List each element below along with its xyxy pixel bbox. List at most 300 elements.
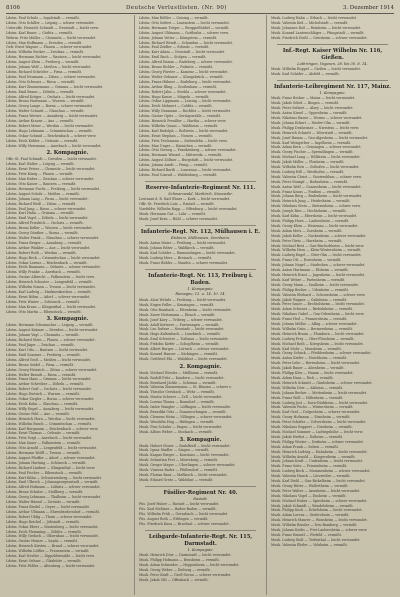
casualty-entry: Musk. Johann Becker — Mettenheim — leicht verwundet. bbox=[271, 390, 368, 395]
casualty-entry: Ldstm. Hugo Dietrich — Wurzen — vermißt. bbox=[6, 392, 80, 397]
casualty-entry: Musk. Leo Dufner — Neustadt — leicht verwundet. bbox=[139, 327, 225, 332]
casualty-entry: Ldstm. Richard Weiß — Zittau — vermißt. bbox=[6, 201, 77, 206]
casualty-entry: Musk. Jakob Schmidt — Wendelsheim — vermißt. bbox=[271, 503, 354, 508]
casualty-entry: Musk. Konrad Lautenschläger — Pfungstadt — vermißt. bbox=[271, 30, 365, 35]
casualty-entry: Musk. Isidor Wangler — Löffingen — leicht verwundet. bbox=[139, 405, 231, 410]
casualty-entry: Musk. Heinrich Maurer — Wonsheim — leicht verwundet. bbox=[271, 518, 368, 523]
casualty-entry: Ldstm. Hugo Beck — Crimmitschau — leicht verwundet. bbox=[6, 255, 101, 260]
casualty-entry: Musk. Georg Schuck — Pfeddersheim — schwer verwundet. bbox=[271, 351, 372, 356]
casualty-entry: Ldstm. Walter Schmitt — Glauchau — vermißt. bbox=[6, 109, 85, 114]
casualty-entry: Ldstm. Georg Lange — Borna — schwer verwundet. bbox=[6, 104, 93, 109]
casualty-entry: Musk. Clemens Heim — Villingen — schwer verwundet. bbox=[139, 414, 233, 419]
casualty-entry: Musk. Adam Schwarz — Biebelnheim — vermißt. bbox=[271, 307, 354, 312]
casualty-entry: Ldstm. Fritz König — Plauen — vermißt. bbox=[6, 172, 74, 177]
casualty-entry: Musk. Hugo Kaltenbach — Lenzkirch — vermißt. bbox=[139, 332, 221, 337]
casualty-entry: Ldstm. Paul Jung — Riesa — schwer verwundet. bbox=[6, 206, 87, 211]
casualty-entry: Musk. Adolf Ketterer — Furtwangen — vermißt. bbox=[139, 322, 220, 327]
casualty-entry: Ldstm. Ernst Oehme — Glashütte — vermißt. bbox=[6, 558, 82, 563]
casualty-entry: Ldstm. Walter Hänsel — Zwönitz — vermißt. bbox=[6, 500, 81, 505]
casualty-entry: Ldstm. Karl Bergmann — Reichenbach — schwer verw. bbox=[6, 426, 99, 431]
casualty-entry: Musk. Nikolaus Stein — Bretzenheim — schwer verw. bbox=[271, 204, 361, 209]
casualty-entry: Musk. Valentin Ehrler — Volxheim — vermißt. bbox=[271, 542, 348, 547]
casualty-entry: Musk. Adam Frank — Selzen — vermißt. bbox=[271, 444, 339, 449]
casualty-entry: Musk. Franz Becker — Mainz — leicht verwundet. bbox=[271, 96, 356, 101]
casualty-entry: Musk. Franz Kraus — Finthen — vermißt. bbox=[271, 189, 341, 194]
casualty-entry: Musk. Ludwig Hahn — Erbach — leicht verwundet. bbox=[271, 16, 357, 20]
casualty-entry: Ldstm. Max Unger — Hainichen — vermißt. bbox=[139, 143, 213, 148]
casualty-entry: Ldstm. Heinrich Preußler — Hartha — schwer verw. bbox=[139, 119, 227, 124]
casualty-entry: Musk. Heinrich Ernst — Jugenheim — leicht verwundet. bbox=[271, 272, 366, 277]
casualty-entry: Ldstm. Max Huber — Zwickau — schwer verwundet. bbox=[6, 177, 95, 182]
casualty-entry: Ldstm. Alfred Friedrich — Oschatz — vermißt. bbox=[6, 221, 84, 226]
casualty-entry: Ldstm. Hermann Wolff — Treuen — vermißt. bbox=[6, 451, 81, 456]
casualty-entry: Ldstm. Oskar Ziegler — Borna — schwer verwundet. bbox=[6, 397, 95, 402]
casualty-entry: Musk. Peter Kraft — Groß-Gerau — schwer verwundet. bbox=[139, 572, 232, 577]
casualty-entry: Ldstm. Otto Martin — Eibenstock — vermißt. bbox=[6, 309, 82, 314]
casualty-entry: Musk. Michael Huber — Spiesheim — schwer verwundet. bbox=[271, 498, 368, 503]
casualty-entry: Musk. Valentin Ehrhard — Schornsheim — schwer verw. bbox=[271, 292, 366, 297]
casualty-entry: Musk. Karl Kühn — Ebersheim — leicht verwundet. bbox=[271, 214, 358, 219]
casualty-entry: Musk. Nikolaus Vogel — Ensheim — vermißt. bbox=[271, 493, 347, 498]
casualty-entry: Offz.-St. Paul Schmidt — Dresden — leicht verwundet. bbox=[6, 157, 97, 162]
casualty-entry: Ldstm. Kurt Otto — Bautzen — leicht verwundet. bbox=[6, 348, 89, 352]
casualty-entry: Musk. Georg Mann — Saulheim — leicht verwundet. bbox=[271, 282, 359, 287]
casualty-entry: Ldstm. Robert Graf — Oschatz — leicht verwundet. bbox=[6, 387, 92, 392]
casualty-entry: Ldstm. Oskar Schmid — Reichenbach — schwer verw. bbox=[6, 133, 97, 138]
casualty-entry: Ldstm. Kurt Adam — Neustadt — leicht verwundet. bbox=[139, 50, 226, 55]
casualty-entry: Ldstm. Wilhelm Löffler — Frauenstein — vermißt. bbox=[6, 549, 90, 554]
casualty-entry: Musk. Ludwig Frey — Ober-Flörsheim — vermißt. bbox=[271, 336, 355, 341]
casualty-entry: Ldstm. Arthur Ullmann — Ehrenfriedersdorf — vermißt. bbox=[6, 509, 101, 514]
casualty-entry: Leutnant d. R. Karl Ebner — Kork — leicht verwundet. bbox=[139, 197, 231, 202]
casualty-entry: Musk. Nikolaus Bauer — Worms — schwer verwundet. bbox=[271, 115, 363, 120]
casualty-entry: Füs. Wilhelm Früh — Gernsbach — leicht verwundet. bbox=[139, 512, 229, 517]
casualty-entry: Musk. Michael Roth — Kriegsheim — leicht verwundet. bbox=[271, 341, 364, 346]
casualty-entry: Ldstm. Heinrich Schuster — Lengenfeld — vermißt. bbox=[6, 280, 93, 285]
casualty-entry: Ldstm. Wilhelm Becker — Zwickau — vermißt. bbox=[6, 50, 85, 55]
casualty-entry: Ldstm. Walter Brandt — Riesa — vermißt. bbox=[6, 372, 77, 377]
casualty-entry: Musk. Valentin Zimmermann — St. Blasien — schwer v. bbox=[139, 385, 232, 390]
casualty-entry: Musk. Johann Berg — Budenheim — leicht verwundet. bbox=[271, 194, 363, 199]
casualty-entry: Ldstm. Oskar Lorenz — Reichenbach — vermißt. bbox=[6, 260, 88, 265]
casualty-entry: Ldstm. Hugo Lehmann — Crimmitschau — vermißt. bbox=[6, 128, 93, 133]
section-heading: Leibgarde-Infanterie-Regt. Nr. 115, Darmstadt. bbox=[148, 533, 253, 547]
casualty-entry: Ldstm. Hermann Richter — Bautzen — leicht verwundet. bbox=[6, 55, 102, 60]
casualty-entry: Füs. August Roth — Ettlingen — vermißt. bbox=[139, 517, 209, 521]
casualty-entry: Musk. Karl Mohr — Monsheim — vermißt. bbox=[271, 346, 342, 351]
casualty-entry: Musk. Alois Wehrle — Freiburg — leicht verwundet. bbox=[139, 297, 227, 302]
casualty-entry: Ldstm. Bruno Schulze — Stollberg — vermißt. bbox=[6, 490, 84, 495]
casualty-entry: Musk. Theodor Gersbach — Wehr — vermißt. bbox=[139, 390, 215, 395]
casualty-entry: Ldstm. Gustav Pohl — Aue — vermißt. bbox=[6, 411, 70, 416]
casualty-entry: Ldstm. Richard Schröder — Pirna — vermißt. bbox=[6, 69, 83, 74]
casualty-entry: Ldstm. Ernst Böhm — Adorf — schwer verwundet. bbox=[6, 294, 91, 299]
casualty-entry: Ldstm. Willy Franke — Auerbach — vermißt. bbox=[6, 270, 81, 275]
casualty-entry: Musk. Karl Weber — Partenheim — vermißt. bbox=[271, 277, 346, 282]
casualty-entry: Musk. Nikolaus Gabel — Gau-Odernheim — leicht verw. bbox=[271, 312, 365, 317]
section-divider bbox=[277, 80, 388, 81]
casualty-entry: Musk. Georg Weber — Dieburg — vermißt. bbox=[139, 568, 211, 573]
casualty-entry: Ldstm. Arthur Winkler — Aue — leicht verwundet. bbox=[6, 245, 91, 250]
section-subheading: 1. Kompagnie. bbox=[187, 547, 214, 552]
casualty-entry: Musk. Eduard Gretz — Waldshut — vermißt. bbox=[139, 477, 214, 482]
text-column-1 bbox=[6, 16, 129, 594]
casualty-entry: Musk. Ludwig Hill — Westhofen — vermißt. bbox=[271, 169, 345, 174]
casualty-entry: Musk. Philipp Horn — Laubenheim — vermißt. bbox=[271, 219, 350, 223]
casualty-entry: Musk. Johann Eckert — Nieder-Olm — vermißt. bbox=[271, 120, 351, 125]
casualty-entry: Musk. Konrad Hauser — Säckingen — vermißt. bbox=[139, 351, 219, 356]
casualty-entry: Ldstm. Johann Lang — Pirna — leicht verwundet. bbox=[6, 196, 89, 201]
casualty-entry: Musk. Franz Seitz — Friesenheim — vermißt. bbox=[271, 464, 348, 469]
casualty-entry: Musk. Vinzenz Bader — Pfullendorf — vermißt. bbox=[139, 468, 218, 473]
casualty-entry: Ldstm. Richard Stein — Plauen — schwer verwundet. bbox=[6, 338, 96, 343]
casualty-entry: Ldstm. Otto Kaiser — Bautzen — vermißt. bbox=[6, 182, 77, 186]
section-heading: Infanterie-Regt. Nr. 112, Mülhausen i. E. bbox=[140, 228, 261, 235]
casualty-entry: Ldstm. August Pfeiffer — Adorf — schwer verwundet. bbox=[6, 455, 96, 460]
casualty-entry: Musk. Heinrich Braun — Flomborn — leicht verwundet. bbox=[271, 331, 365, 336]
casualty-entry: Ldstm. Gustav Albrecht — Falkenstein — leicht verw. bbox=[6, 275, 95, 280]
casualty-entry: Musk. Franz Bühler — Staufen — schwer verwundet. bbox=[139, 261, 228, 266]
casualty-entry: Ldstm. Fritz Päßler — Altenberg — leicht verwundet. bbox=[6, 563, 96, 568]
casualty-entry: Musk. Alfons Weber — Stockach — vermißt. bbox=[139, 429, 213, 434]
casualty-entry: Musk. Benedikt Götz — Donaueschingen — vermißt. bbox=[139, 410, 227, 414]
page-date: 3. Dezember 1914 bbox=[342, 5, 394, 11]
column-divider bbox=[266, 15, 267, 595]
casualty-entry: Ldstm. Bruno Seidel — Pirna — vermißt. bbox=[6, 362, 75, 367]
casualty-entry: Musk. Anton Wolf — Gonsenheim — leicht verwundet. bbox=[271, 184, 362, 189]
section-subheading: Lothringen, Vogesen, 28. bis 30. 8. 14. bbox=[297, 61, 368, 66]
casualty-entry: Musk. Peter Sauer — Bechtolsheim — leicht verwundet. bbox=[271, 302, 365, 307]
casualty-entry: Musk. Bernhard Jäckle — Schönau — vermißt. bbox=[139, 380, 217, 385]
casualty-entry: Ldstm. Ernst Peters — Chemnitz — leicht verwundet. bbox=[6, 167, 96, 172]
casualty-entry: Musk. Adam Schneider — Heppenheim — leicht verwundet. bbox=[139, 563, 240, 568]
casualty-entry: Musk. Adam Lorenz — Siefersheim — vermißt. bbox=[271, 513, 350, 518]
section-subheading: Romagne, 13. u. 14. 10. 14. bbox=[175, 292, 226, 297]
page-title: Deutsche Verlustlisten. (Nr. 90) bbox=[126, 5, 227, 11]
casualty-entry: Ldstm. Johann Wolf — Meißen — leicht verwundet. bbox=[6, 65, 92, 70]
casualty-entry: Musk. Valentin Fuchs — Wintersheim — vermißt. bbox=[271, 405, 354, 410]
casualty-entry: Ldstm. Paul Schulz — Ingolstadt — vermißt. bbox=[6, 16, 80, 20]
casualty-entry: Ldstm. August Klein — Freiberg — vermißt. bbox=[6, 60, 80, 65]
casualty-entry: Füs. Friedrich Kunz — Bruchsal — schwer verwundet. bbox=[139, 521, 230, 526]
casualty-entry: Musk. Wilhelm Grün — Bermersheim — vermißt. bbox=[271, 326, 353, 331]
casualty-entry: Offz.-St. Friedrich Lutz — Rastatt — vermißt. bbox=[139, 202, 215, 207]
casualty-entry: Musk. Xaver Heitzmann — Elzach — vermißt. bbox=[139, 312, 216, 317]
casualty-entry: Musk. Hubert Moser — Radolfzell — leicht verwundet. bbox=[139, 443, 231, 448]
casualty-entry: Musk. Franz Ott — Essenheim — vermißt. bbox=[271, 258, 342, 263]
casualty-entry: Musk. Georg Hofmann — Eimsheim — vermißt. bbox=[271, 415, 351, 420]
section-heading: Füsilier-Regiment Nr. 40. bbox=[163, 489, 238, 496]
casualty-entry: Musk. Jakob Ohl — Offenbach — vermißt. bbox=[139, 577, 209, 582]
casualty-entry: Musk. Wilhelm Arnold — Köngernheim — vermißt. bbox=[271, 454, 356, 459]
casualty-entry: Musk. Ignaz Stadler — Singen — vermißt. bbox=[139, 448, 210, 453]
casualty-entry: Musk. Josef Kern — Bühl — schwer verwundet. bbox=[139, 217, 218, 222]
casualty-entry: Ldstm. Arthur Krause — Aue — vermißt. bbox=[6, 119, 74, 124]
casualty-entry: Musk. Georg Klein — Weisenau — leicht verwundet. bbox=[271, 223, 359, 228]
casualty-entry: Ldstm. Erich Köhler — Oelsnitz — vermißt. bbox=[6, 138, 79, 143]
casualty-entry: Ldstm. Georg Förster — Kamenz — leicht verwundet. bbox=[139, 69, 229, 74]
casualty-entry: Ldstm. Erich Mehnert — Colditz — vermißt. bbox=[139, 104, 213, 109]
casualty-entry: Ldstm. August Uhlmann — Gottleuba — schwer verw. bbox=[139, 30, 229, 35]
casualty-entry: Ldstm. Gustav Opitz — Geringswalde — vermißt. bbox=[139, 114, 222, 119]
casualty-entry: Ldstm. Franz Werner — Annaberg — leicht verwundet. bbox=[6, 114, 98, 119]
casualty-entry: Musk. Florian Baur — Meßkirch — leicht verwundet. bbox=[139, 472, 228, 477]
text-column-2 bbox=[139, 16, 262, 594]
casualty-entry: Musk. Franz Emmel — Fürfeld — vermißt. bbox=[271, 533, 342, 537]
casualty-entry: Ldstm. Paul Neumann — Zittau — schwer verwundet. bbox=[6, 74, 96, 79]
casualty-entry: Musk. Lorenz Thoma — Bonndorf — vermißt. bbox=[139, 400, 215, 405]
casualty-entry: Unteroffz. Heinrich Schmidt — Neustadt — leicht verw. bbox=[6, 25, 99, 30]
text-column-3 bbox=[271, 16, 394, 594]
casualty-entry: Ldstm. Otto Schiller — Leipzig — schwer verwundet. bbox=[6, 20, 95, 25]
casualty-entry: Musk. Philipp Klee — Hamm — leicht verwundet. bbox=[271, 371, 354, 376]
casualty-entry: Ldstm. Otto Arnold — Lengenfeld — leicht verwundet. bbox=[6, 446, 98, 451]
casualty-entry: Musk. Georg Ritter — Wallertheim — vermißt. bbox=[271, 483, 349, 488]
casualty-entry: Musk. Heinrich Ludwig — Hahnheim — leicht verwundet. bbox=[271, 449, 368, 454]
section-subheading: 1. Kompagnie. bbox=[187, 286, 214, 291]
casualty-entry: Ldstm. Max Kraus — Klingenthal — leicht verwundet. bbox=[6, 304, 97, 309]
casualty-entry: Musk. Georg Fischer — Sprendlingen — vermißt. bbox=[271, 150, 354, 155]
casualty-entry: Ldstm. Karl Walter — Leipzig — vermißt. bbox=[6, 162, 75, 167]
casualty-entry: Ldstm. Gustav Heinze — Sayda — vermißt. bbox=[6, 539, 78, 544]
casualty-entry: Musk. Fridolin Kiefer — Schopfheim — vermißt. bbox=[139, 342, 220, 347]
casualty-entry: Ldstm. Emil Bach — Stolpen — vermißt. bbox=[139, 55, 207, 60]
casualty-entry: Ldstm. Georg Günther — Borna — vermißt. bbox=[6, 231, 79, 236]
casualty-entry: Ldstm. Paul Zeidler — Sebnitz — vermißt. bbox=[139, 45, 210, 50]
section-heading: Reserve-Infanterie-Regiment Nr. 111. bbox=[145, 184, 256, 191]
casualty-entry: Ldstm. Willy Herrmann — Auerbach — leicht verwundet. bbox=[6, 143, 102, 148]
section-subheading: Schwarzwald, Markirch, Stosswihr. bbox=[168, 191, 233, 196]
casualty-entry: Musk. Otto Rombach — Ettenheim — leicht verwundet. bbox=[139, 307, 232, 312]
section-heading: Infanterie-Leibregiment Nr. 117, Mainz. bbox=[273, 83, 391, 90]
casualty-entry: Musk. Ludwig Merz — Breisach — vermißt. bbox=[139, 256, 212, 261]
casualty-entry: Musk. Franz Heil — Framersheim — vermißt. bbox=[271, 317, 348, 322]
casualty-entry: Musk. Johann Müller — Albig — schwer verwundet. bbox=[271, 322, 358, 327]
casualty-entry: Ldstm. Georg Heinrich — Zittau — schwer verwundet. bbox=[6, 367, 98, 372]
casualty-entry: Musk. Emil Schwörer — Todtnau — leicht verwundet. bbox=[139, 337, 229, 342]
casualty-entry: Musk. Jakob Bauer — Abenheim — vermißt. bbox=[271, 366, 345, 371]
casualty-entry: Musk. Philipp Koch — Eckelsheim — leicht verwundet. bbox=[271, 508, 363, 513]
casualty-entry: Musk. Anton Kiefer — Horchheim — vermißt. bbox=[271, 356, 348, 361]
section-heading: 2. Kompagnie. bbox=[179, 363, 222, 370]
casualty-entry: Musk. Johann Ritter — Waldkirch — vermißt. bbox=[139, 246, 215, 251]
casualty-entry: Ldstm. Alfred Damm — Radeberg — schwer verwundet. bbox=[139, 60, 233, 65]
casualty-entry: Musk. Ludwig Engel — Ober-Olm — leicht verwundet. bbox=[271, 253, 362, 258]
casualty-entry: Musk. Adam Haas — Eich — vermißt. bbox=[271, 376, 334, 380]
casualty-entry: Ldstm. Otto Vieweg — Frankenberg — schwer verwundet. bbox=[139, 148, 237, 153]
casualty-entry: Musk. Gottfried Ebi — Waldshut — leicht verwundet. bbox=[139, 356, 228, 361]
casualty-entry: Ldstm. Hugo Kunze — Mügeln — vermißt. bbox=[139, 94, 210, 99]
casualty-entry: Ldstm. Willy Engel — Annaberg — leicht verwundet. bbox=[6, 406, 95, 411]
casualty-entry: Musk. Anton Maier — Freiburg — leicht verwundet. bbox=[139, 241, 227, 246]
casualty-entry: Musk. Peter Lehr — Herrnsheim — leicht verwundet. bbox=[271, 361, 361, 366]
casualty-entry: Musk. Jakob Keller — Nackenheim — schwer verwundet. bbox=[271, 233, 367, 238]
casualty-entry: Ldstm. Max Sauer — Falkenstein — vermißt. bbox=[6, 441, 81, 446]
casualty-entry: Musk. Karl Schäfer — Alsfeld — vermißt. bbox=[271, 71, 340, 76]
casualty-entry: Musk. Sebastian Frei — Meersburg — vermißt. bbox=[139, 458, 219, 463]
casualty-entry: Musk. Valentin Christ — Guntersblum — schwer verw. bbox=[271, 174, 362, 179]
casualty-entry: Ldstm. Fritz Teichmann — Siebenlehn — leicht verw. bbox=[139, 138, 228, 143]
casualty-entry: Ldstm. Alfred Krüger — Oschatz — leicht verwundet. bbox=[6, 94, 96, 99]
section-subheading: Rixheim, Mülhausen, Sennheim. bbox=[170, 235, 230, 240]
casualty-entry: Musk. Karl Diehl — Gau-Bickelheim — leicht verwundet. bbox=[271, 479, 366, 484]
casualty-entry: Musk. Kaspar Rieger — Konstanz — leicht verwundet. bbox=[139, 453, 230, 458]
casualty-entry: Ldstm. Karl Nestler — Dippoldiswalde — leicht verw. bbox=[6, 554, 95, 559]
casualty-entry: Ldstm. Willy Naumann — Rochlitz — leicht verwundet. bbox=[139, 109, 231, 114]
casualty-entry: Musk. Johann Nagel — Stadecken — schwer verwundet. bbox=[271, 263, 366, 268]
casualty-entry: Ldstm. Emil Vogel — Döbeln — leicht verwundet. bbox=[6, 216, 89, 221]
casualty-entry: Musk. Franz Wolf — Hillesheim — vermißt. bbox=[271, 395, 344, 400]
casualty-entry: Musk. Karl Weisgerber — Ingelheim — vermißt. bbox=[271, 140, 352, 145]
casualty-entry: Musk. Wilhelm Bender — Neu-Bamberg — vermißt. bbox=[271, 523, 358, 528]
casualty-entry: Musk. Valentin Keil — Michelstadt — vermißt. bbox=[271, 20, 349, 25]
section-divider bbox=[145, 486, 256, 487]
casualty-entry: Musk. Wilhelm Reis — Osthofen — leicht verwundet. bbox=[271, 165, 360, 170]
section-divider bbox=[277, 44, 388, 45]
section-heading: Inf.-Regt. Kaiser Wilhelm Nr. 116, Gießen. bbox=[282, 47, 383, 61]
casualty-entry: Ldstm. Richard Barth — Lunzenau — leicht verwundet. bbox=[139, 168, 232, 173]
casualty-entry: Ldstm. Ernst Thomas — Oelsnitz — vermißt. bbox=[6, 431, 81, 436]
casualty-entry: Musk. Ludwig Jost — Dorn-Dürkheim — leicht verwundet. bbox=[271, 400, 369, 405]
casualty-entry: Ldstm. Max Rößler — Geising — vermißt. bbox=[139, 16, 209, 20]
casualty-entry: Musk. Heinrich Jung — Heidesheim — vermißt. bbox=[271, 199, 351, 204]
section-divider bbox=[145, 269, 256, 270]
casualty-entry: Ldstm. Robert Roth — Werdau — vermißt. bbox=[6, 250, 77, 255]
casualty-entry: Musk. Jakob Göbel — Bingen — vermißt. bbox=[271, 101, 340, 106]
casualty-entry: Musk. Jakob Wagner — Gabsheim — vermißt. bbox=[271, 297, 348, 302]
casualty-entry: Ldstm. Johann Vetter — Königstein — vermißt. bbox=[139, 35, 218, 40]
casualty-entry: Musk. Peter Dietz — Harxheim — vermißt. bbox=[271, 238, 343, 243]
casualty-entry: Musk. Wilhelm Dörr — Alsheim — vermißt. bbox=[271, 385, 344, 390]
casualty-entry: Ldstm. Robert Jahn — Strehla — schwer verwundet. bbox=[139, 89, 227, 94]
casualty-entry: Musk. Karl Schäfer — Emmendingen — leicht verwundet. bbox=[139, 251, 236, 256]
casualty-entry: Musk. Heinrich Schmitt — Wörrstadt — vermißt. bbox=[271, 130, 353, 135]
section-heading: 3. Kompagnie. bbox=[179, 436, 222, 443]
casualty-entry: Ldstm. Fritz Winter — Schöneck — vermißt. bbox=[6, 299, 80, 304]
casualty-entry: Vizefeldw. Wilhelm Rapp — Offenburg — leicht verwundet. bbox=[139, 207, 238, 212]
casualty-entry: Ldstm. Paul Conrad — Waldenburg — vermißt. bbox=[139, 173, 218, 177]
casualty-entry: Ldstm. Richard Lindner — Klingenthal — leicht verw. bbox=[6, 465, 96, 470]
casualty-entry: Ldstm. Paul Fischer — Eibenstock — vermißt. bbox=[6, 470, 83, 475]
casualty-entry: Ldstm. Paul Jäger — Zwickau — vermißt. bbox=[6, 343, 75, 348]
casualty-entry: Musk. Philipp Winter — Dexheim — schwer verwundet. bbox=[271, 439, 364, 444]
casualty-entry: Musk. Hermann Gut — Lahr — vermißt. bbox=[139, 212, 206, 217]
casualty-entry: Musk. Philipp Becker — Udenheim — vermißt. bbox=[271, 287, 349, 292]
casualty-entry: Musk. Johann Krebs — Frei-Laubersheim — schwer verw. bbox=[271, 528, 368, 533]
casualty-entry: Musk. Karl Graf — Dolgesheim — schwer verwundet. bbox=[271, 410, 361, 415]
casualty-entry: Musk. Wilhelm Ruppel — Gießen — leicht verwundet. bbox=[271, 67, 361, 72]
casualty-entry: Musk. Heinrich Dörr — Darmstadt — leicht verwundet. bbox=[139, 553, 232, 558]
casualty-entry: Ldstm. Kurt Zimmermann — Grimma — leicht verwundet. bbox=[6, 84, 104, 89]
casualty-entry: Musk. Michael Wiesler — Müllheim — vermißt. bbox=[139, 370, 219, 375]
casualty-entry: Ldstm. Franz Riedel — Geyer — leicht verwundet. bbox=[6, 505, 90, 509]
casualty-entry: Ldstm. Emil Ulbrich — Johanngeorgenstadt — vermißt. bbox=[6, 480, 99, 485]
casualty-entry: Ldstm. Karl Rudolph — Roßwein — leicht verwundet. bbox=[139, 128, 229, 133]
casualty-entry: Musk. Gregor Mayer — Überlingen — schwer verwundet. bbox=[139, 463, 236, 468]
casualty-entry: Ldstm. Otto Schwarz — Riesa — vermißt. bbox=[6, 79, 76, 84]
casualty-entry: Musk. Heinrich Schmitt — Gimbsheim — schwer verwundet. bbox=[271, 380, 373, 385]
casualty-entry: Ldstm. Heinrich Horn — Werdau — leicht verwundet. bbox=[6, 416, 96, 421]
casualty-entry: Musk. Rudolf Fritz — Kandern — leicht verwundet. bbox=[139, 375, 225, 380]
casualty-entry: Musk. Eugen Faller — Kenzingen — vermißt. bbox=[139, 302, 215, 307]
casualty-entry: Ldstm. Arthur Illing — Großenhain — vermißt. bbox=[139, 84, 218, 89]
casualty-entry: Ldstm. Johann Vogt — Chemnitz — vermißt. bbox=[6, 333, 80, 338]
casualty-entry: Ldstm. Erich Baumann — Oelsnitz — schwer verwundet. bbox=[6, 265, 101, 270]
casualty-entry: Ldstm. Johann Arndt — Penig — vermißt. bbox=[139, 163, 208, 168]
page-header bbox=[6, 3, 394, 13]
casualty-entry: Füs. Karl Meßmer — Baden-Baden — vermißt. bbox=[139, 507, 217, 512]
casualty-entry: Ldstm. Walter Gebauer — Königsbrück — vermißt. bbox=[139, 74, 224, 79]
casualty-entry: Ldstm. Bruno Eichler — Pulsnitz — vermißt. bbox=[139, 65, 214, 70]
section-divider bbox=[145, 225, 256, 226]
casualty-entry: Ldstm. Franz Berger — Annaberg — vermißt. bbox=[6, 240, 83, 245]
casualty-entry: Musk. Peter Schäfer — Uelversheim — leicht verwundet. bbox=[271, 420, 367, 425]
casualty-entry: Ldstm. August Krämer — Dresden — leicht verwundet. bbox=[6, 328, 99, 333]
casualty-entry: Musk. Peter Seibert — Alzey — leicht verwundet. bbox=[271, 106, 354, 111]
section-subheading: 1. Kompagnie. bbox=[319, 90, 346, 95]
casualty-entry: Ldstm. Heinrich Kirsten — Brand — schwer verwundet. bbox=[6, 544, 100, 549]
casualty-entry: Ldstm. Arthur Schreiber — Döbeln — vermißt. bbox=[6, 382, 84, 387]
casualty-entry: Musk. Ludwig Beck — Mommenheim — schwer verwundet. bbox=[271, 469, 371, 474]
casualty-entry: Ldstm. Karl Bauer — Görlitz — vermißt. bbox=[6, 30, 73, 35]
page-number: 8106 bbox=[6, 5, 20, 11]
casualty-entry: Ldstm. Bruno Keller — Wurzen — leicht verwundet. bbox=[6, 226, 93, 231]
casualty-entry: Ldstm. Walter Frank — Glauchau — schwer verwundet. bbox=[6, 235, 100, 240]
section-divider bbox=[145, 181, 256, 182]
casualty-entry: Ldstm. Hermann Tröger — Berggießhübel — vermißt. bbox=[139, 25, 230, 30]
casualty-entry: Musk. Adam Kern — Gensingen — schwer verwundet. bbox=[271, 145, 362, 150]
casualty-entry: Musk. Adam Metz — Zornheim — vermißt. bbox=[271, 228, 343, 233]
casualty-entry: Musk. Anton Kissel — Oppenheim — vermißt. bbox=[271, 111, 348, 116]
casualty-entry: Musk. Pius Schuler — Engen — leicht verwundet. bbox=[139, 424, 223, 429]
casualty-entry: Musk. Jakob Möller — Flonheim — vermißt. bbox=[271, 160, 345, 165]
casualty-entry: Musk. Josef Hamm — Gau-Algesheim — leicht verwundet. bbox=[271, 135, 368, 140]
casualty-entry: Ldstm. Emil Braun — Döbeln — vermißt. bbox=[6, 89, 75, 94]
casualty-entry: Musk. Joseph Ries — Hechtsheim — vermißt. bbox=[271, 209, 347, 214]
casualty-entry: Ldstm. Wilhelm Simon — Treuen — leicht verwundet. bbox=[6, 285, 96, 290]
casualty-entry: Ldstm. Erich Flemming — Zöblitz — vermißt. bbox=[6, 529, 82, 534]
casualty-entry: Ldstm. Otto Seifert — Lauenstein — leicht verwundet. bbox=[139, 20, 230, 25]
casualty-entry: Ldstm. Kurt Hahn — Grimma — vermißt. bbox=[6, 211, 75, 216]
casualty-entry: Musk. Martin Scherer — Zell — leicht verwundet. bbox=[139, 395, 223, 400]
column-divider bbox=[134, 15, 135, 595]
casualty-entry: Ldstm. Ernst Stephan — Nossen — vermißt. bbox=[139, 133, 213, 138]
casualty-entry: Musk. Friedrich Diehl — Griesheim — schwer verwundet. bbox=[271, 35, 368, 40]
casualty-entry: Ldstm. Emil Sommer — Freiberg — vermißt. bbox=[6, 352, 81, 357]
casualty-entry: Ldstm. Alfred Groß — Meißen — leicht verwundet. bbox=[6, 357, 92, 362]
casualty-entry: Wehrm. Fritz Müller — Chemnitz — leicht verwundet. bbox=[6, 35, 97, 40]
casualty-entry: Musk. Wilhelm Hess — Klein-Winternheim — vermißt. bbox=[271, 248, 362, 253]
casualty-entry: Ldstm. Hermann Schumacher — Leipzig — vermißt. bbox=[6, 323, 94, 328]
casualty-entry: Ldstm. Kurt Kühn — Schwarzenberg — leicht verwundet. bbox=[6, 475, 102, 480]
casualty-entry: Musk. Michael Sommer — Ludwigshöhe — leicht verw. bbox=[271, 429, 364, 434]
section-heading: Infanterie-Regt. Nr. 113, Freiburg i. Baden. bbox=[148, 272, 253, 286]
casualty-entry: Ldstm. Fritz Voigt — Auerbach — leicht verwundet. bbox=[6, 436, 93, 441]
casualty-entry: Ldstm. Hugo Reichel — Jöhstadt — vermißt. bbox=[6, 519, 80, 524]
casualty-entry: Ldstm. Georg Lehmann — Thalheim — leicht verwundet. bbox=[6, 495, 102, 500]
casualty-entry: Ldstm. Alfred Hofmann — Lößnitz — schwer verwundet. bbox=[6, 485, 101, 490]
casualty-entry: Gefr. Ernst Wagner — Plauen — schwer verwundet. bbox=[6, 45, 93, 50]
casualty-entry: Ldstm. Richard Wendt — Schandau — leicht verwundet. bbox=[139, 40, 233, 45]
section-subheading: Rastatt. bbox=[193, 496, 208, 501]
casualty-entry: Ldstm. Johann Hartung — Schöneck — vermißt. bbox=[6, 460, 87, 465]
casualty-entry: Ldstm. Willy Gerlach — Olbernhau — leicht verwundet. bbox=[6, 534, 99, 539]
casualty-entry: Ldstm. Oskar Ebert — Marienberg — leicht verwundet. bbox=[6, 524, 99, 529]
section-divider bbox=[145, 530, 256, 531]
section-heading: 2. Kompagnie. bbox=[46, 150, 89, 157]
casualty-entry: Musk. Josef Kury — Triberg — schwer verwundet. bbox=[139, 317, 223, 322]
casualty-entry: Ldstm. Erich Kuhn — Glauchau — vermißt. bbox=[6, 401, 79, 406]
